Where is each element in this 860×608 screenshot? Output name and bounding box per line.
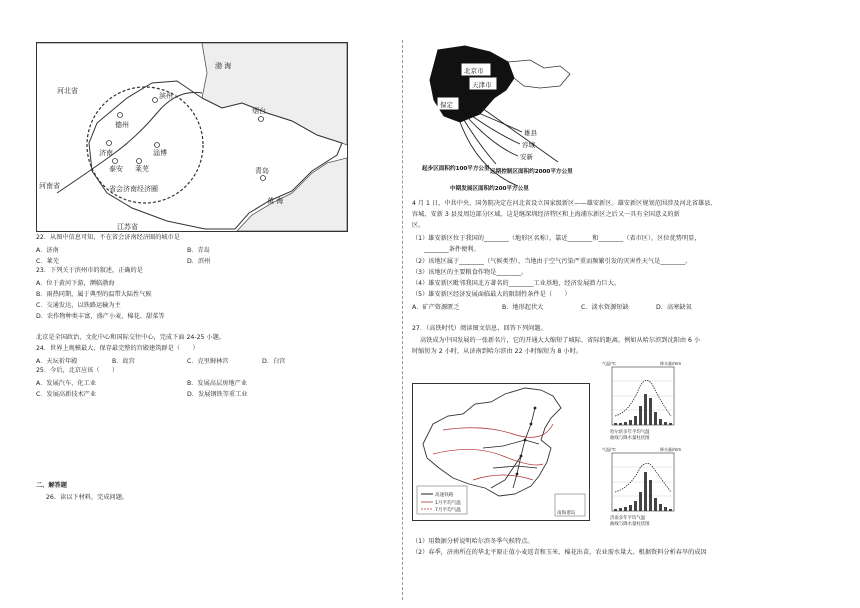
- label-dezhou: 德州: [115, 121, 129, 129]
- jinan-temp-axis-label: 气温/℃: [602, 447, 616, 452]
- q26-intro: 26．读以下材料，完成问题。: [46, 494, 129, 501]
- label-xiongxian: 雄县: [524, 129, 537, 137]
- label-anxin: 安新: [520, 153, 533, 161]
- q26-5-option-b: B．地形起伏大: [502, 304, 544, 311]
- city-dot-qingdao: [261, 176, 266, 181]
- tianjin-coast: [508, 60, 570, 88]
- city-dot-laiwu: [137, 159, 142, 164]
- q25-option-d: D．发展钢铁等重工业: [187, 391, 248, 398]
- city-dot-binzhou: [153, 98, 158, 103]
- label-yellow-sea: 黄 海: [267, 197, 284, 205]
- label-start-zone: 起步区面积约100平方公里: [422, 166, 490, 172]
- label-yantai: 烟台: [252, 107, 266, 115]
- jinan-map-svg: [37, 43, 347, 231]
- q23-option-b: B．雨热同期，属于典型的温带大陆性气候: [36, 291, 152, 298]
- q27-stem: 27．（高铁时代）阅读图文信息，回答下列问题。: [412, 325, 547, 332]
- legend-rail: 高速铁路: [435, 493, 454, 498]
- harbin-climate-chart: [600, 360, 690, 444]
- q24-option-a: A．天坛祈年殿: [36, 358, 78, 365]
- label-beijing: 北京市: [464, 67, 484, 75]
- china-outline: [423, 388, 561, 496]
- label-hebei: 河北省: [57, 87, 78, 95]
- label-qingdao: 青岛: [255, 167, 269, 175]
- jinan-precip-axis-label: 降水量/mm: [660, 447, 682, 452]
- harbin-caption-line2: 曲线与降水量柱状图: [610, 436, 650, 441]
- legend-jan-temp: 1月平均气温: [435, 501, 461, 506]
- intro-24-25: 北京是全国政治、文化中心和国际交往中心，完成下面 24-25 小题。: [36, 334, 225, 341]
- passage26-line2: 容城、安新 3 县及周边部分区域。这是继深圳经济特区和上海浦东新区之后又一具有全国意义的新: [412, 211, 680, 218]
- q25-option-b: B．发展高层房地产业: [187, 380, 247, 387]
- q27-line2: 时缩短为 2 小时，从济南到哈尔滨由 22 小时缩短为 8 小时。: [412, 348, 582, 355]
- xiongan-map-svg: [420, 42, 588, 194]
- q26-sub1-cont: ________条件便利。: [424, 246, 480, 253]
- harbin-chart-svg: [600, 360, 690, 444]
- arrow-mid-term: [460, 122, 518, 186]
- label-jinan: 济南: [99, 149, 113, 157]
- q24-option-d: D．白宫: [262, 358, 286, 365]
- q26-sub4: （4）雄安新区毗邻我国北方著名的________工业基地，经济发展潜力巨大。: [412, 280, 621, 287]
- harbin-precip-axis-label: 降水量/mm: [660, 361, 682, 366]
- jinan-caption-line2: 曲线与降水量柱状图: [610, 522, 650, 527]
- jinan-chart-svg: [600, 446, 690, 530]
- q25-stem: 25．今后，北京应该（ ）: [36, 367, 119, 374]
- q25-option-c: C．发展高新技术产业: [36, 391, 97, 398]
- label-long-term-zone: 远期控制区面积约2000平方公里: [490, 169, 573, 175]
- q23-option-c: C．交通发达，以铁路运输为主: [36, 302, 121, 309]
- label-bohai: 渤 海: [215, 62, 232, 70]
- passage26-line3: 区。: [412, 222, 425, 229]
- city-dot-jinan: [107, 141, 112, 146]
- q26-sub3: （3）该地区的主要粮食作物是________。: [412, 269, 528, 276]
- q23-option-a: A．位于黄河下游，濒临渤海: [36, 280, 115, 287]
- china-rail-map: [412, 383, 590, 521]
- q22-option-d: D．滨州: [187, 258, 211, 265]
- label-tianjin: 天津市: [472, 81, 492, 89]
- q22-option-b: B．青岛: [187, 247, 210, 254]
- q24-stem: 24．世界上规模最大、保存最完整的宫殿建筑群是（ ）: [36, 345, 199, 352]
- q26-sub1: （1）雄安新区位于我国的________（地形区名称），靠近________和________（省市区），区位优势明显，: [412, 235, 701, 242]
- q26-sub5: （5）雄安新区经济发展面临最大的限制性条件是（ ）: [412, 291, 571, 298]
- city-dot-zibo: [155, 143, 160, 148]
- q22-stem: 22．从图中信息可知，不在省会济南经济圈的城市是: [36, 234, 180, 241]
- city-dot-dezhou: [118, 113, 123, 118]
- jinan-climate-chart: [600, 446, 690, 530]
- q26-sub2: （2）该地区属于________（气候类型），当地由于空气污染严重而频繁引发的灾害性天气是________。: [412, 258, 692, 265]
- jinan-economic-circle-map: [36, 42, 348, 232]
- q23-option-d: D．农作物种类丰富，盛产小麦、棉花、甜菜等: [36, 313, 165, 320]
- q27-sub2: （2）春季，济南所在的华北平原正值小麦返青和玉米、棉花出苗，农业需水量大。根据资料分析春旱的成因: [412, 549, 707, 556]
- q26-5-option-c: C．淡水资源短缺: [581, 304, 629, 311]
- jinan-caption-line1: 济南多年平均气温: [610, 516, 646, 521]
- column-divider: [402, 40, 403, 600]
- label-mid-term-zone: 中期发展区面积约200平方公里: [450, 186, 529, 192]
- harbin-caption-line1: 哈尔滨多年平均气温: [610, 430, 650, 435]
- label-taian: 泰安: [109, 165, 123, 173]
- yellow-river: [57, 92, 202, 193]
- bohai-coast: [37, 43, 347, 145]
- yellow-sea: [237, 158, 347, 231]
- harbin-temp-axis-label: 气温/℃: [602, 361, 616, 366]
- arrow-xiongxian: [476, 112, 522, 132]
- q27-sub1: （1）用数据分析说明哈尔滨冬季气候特点。: [412, 538, 534, 545]
- q23-stem: 23．下列关于滨州市的叙述，正确的是: [36, 267, 143, 274]
- q27-line1: 高铁成为中国发展的一张新名片，它的开通大大缩短了城际、省际的距离，例如从哈尔滨到沈阳由 6 小: [420, 337, 701, 344]
- q26-5-option-d: D．高寒缺氧: [656, 304, 692, 311]
- city-dot-taian: [113, 159, 118, 164]
- q24-option-c: C．克里姆林宫: [187, 358, 229, 365]
- label-economic-circle: 省会济南经济圈: [109, 185, 158, 193]
- q22-option-a: A．济南: [36, 247, 59, 254]
- label-henan: 河南省: [39, 182, 60, 190]
- label-zibo: 淄博: [153, 149, 167, 157]
- china-rail-map-svg: [413, 384, 589, 520]
- label-binzhou: 滨州: [159, 92, 173, 100]
- city-dot-yantai: [259, 117, 264, 122]
- label-south-china-sea-islands: 南海诸岛: [557, 511, 576, 516]
- q22-option-c: C．莱芜: [36, 258, 59, 265]
- label-rongcheng: 容城: [522, 141, 535, 149]
- label-jiangsu: 江苏省: [117, 223, 138, 231]
- q24-option-b: B．故宫: [112, 358, 135, 365]
- label-baoding: 保定: [440, 101, 453, 109]
- legend-jul-temp: 7月平均气温: [435, 508, 461, 513]
- passage26-line1: 4 月 1 日，中共中央、国务院决定在河北省设立国家级新区——雄安新区。雄安新区规划范围涉及河北省雄县、: [412, 200, 717, 207]
- q26-5-option-a: A．矿产资源匮乏: [412, 304, 460, 311]
- xiongan-map: [420, 42, 588, 194]
- label-laiwu: 莱芜: [135, 165, 149, 173]
- section2-title: 二、解答题: [36, 482, 67, 489]
- q25-option-a: A．发展汽车、化工业: [36, 380, 96, 387]
